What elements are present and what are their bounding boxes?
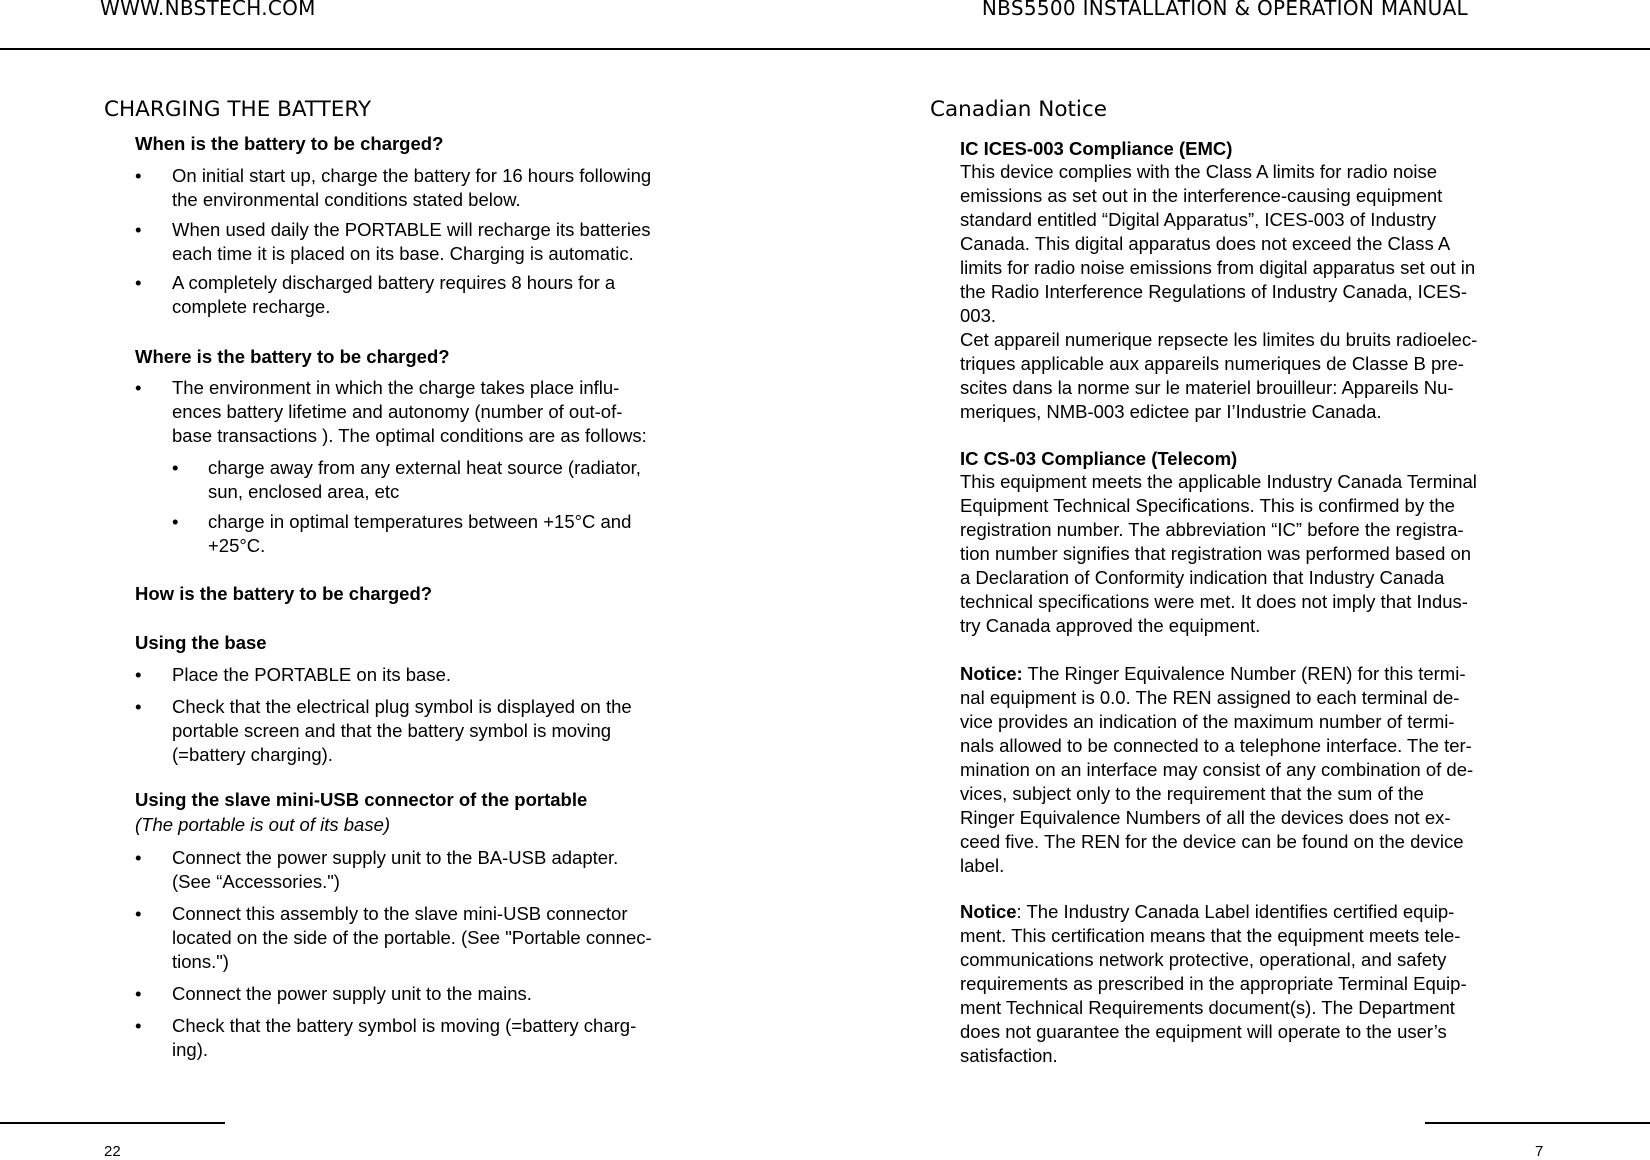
list-item: • Check that the battery symbol is moving (=battery charg- ing). bbox=[135, 1015, 637, 1060]
header-rule bbox=[0, 48, 1650, 50]
sub-list-item: • charge away from any external heat source (radiator, sun, enclosed area, etc bbox=[172, 457, 641, 502]
bullet-icon: • bbox=[135, 1015, 142, 1036]
usb-note: (The portable is out of its base) bbox=[135, 814, 391, 835]
notice-label: Notice bbox=[960, 901, 1017, 922]
bullet-icon: • bbox=[172, 457, 179, 478]
sub-list-item: • charge in optimal temperatures between +15°C and +25°C. bbox=[172, 511, 632, 556]
paragraph-notice-label: Notice: The Industry Canada Label identifies certified equip- ment. This certification means that the equipment meets tele- communications network protective, operational, and safety requirements as prescribed in the appropriate Terminal Equip- ment Technical Requirements document(s). The Department does not guarantee the equipment will operate to the user’s satisfaction. bbox=[960, 901, 1467, 1066]
bullet-icon: • bbox=[135, 983, 142, 1004]
footer-rule-right bbox=[1425, 1122, 1650, 1124]
section-title-charging: CHARGING THE BATTERY bbox=[104, 97, 372, 122]
bullet-icon: • bbox=[135, 903, 142, 924]
heading-using-base: Using the base bbox=[135, 632, 267, 653]
paragraph-ices: This device complies with the Class A limits for radio noise emissions as set out in the interference-causing equipment standard entitled “Digital Apparatus”, ICES-003 of Industry Canada. This digital apparatus does not exceed the Class A limits for radio noise emissions from digital apparatus set out in the Radio Interference Regulations of Industry Canada, ICES- 003. Cet appareil numerique repsecte les limites du bruits radioelec- triques applicable aux appareils numeriques de Classe B pre- scites dans la norme sur le materiel brouilleur: Appareils Nu- meriques, NMB-003 edictee par I’Industrie Canada. bbox=[960, 161, 1478, 422]
bullet-icon: • bbox=[135, 664, 142, 685]
paragraph-notice-ren: Notice: The Ringer Equivalence Number (REN) for this termi- nal equipment is 0.0. The REN assigned to each terminal de- vice provides an indication of the maximum number of termi- nals allowed to be connected to a telephone interface. The ter- mination on an interface may consist of any combination of de- vices, subject only to the requirement that the sum of the Ringer Equivalence Numbers of all the devices does not ex- ceed five. The REN for the device can be found on the device label. bbox=[960, 663, 1474, 876]
bullet-icon: • bbox=[135, 219, 142, 240]
notice-label: Notice: bbox=[960, 663, 1023, 684]
list-item: • Connect this assembly to the slave mini-USB connector located on the side of the portable. (See "Portable connec- tions.") bbox=[135, 903, 652, 972]
heading-how: How is the battery to be charged? bbox=[135, 583, 433, 604]
bullet-icon: • bbox=[172, 511, 179, 532]
bullet-icon: • bbox=[135, 696, 142, 717]
list-item: • When used daily the PORTABLE will recharge its batteries each time it is placed on its base. Charging is automatic. bbox=[135, 219, 651, 264]
list-item: • Connect the power supply unit to the BA-USB adapter. (See “Accessories.") bbox=[135, 847, 619, 892]
section-title-canadian: Canadian Notice bbox=[930, 97, 1107, 122]
bullet-icon: • bbox=[135, 847, 142, 868]
bullet-icon: • bbox=[135, 165, 142, 186]
list-item: • A completely discharged battery requires 8 hours for a complete recharge. bbox=[135, 272, 616, 317]
paragraph-cs03: This equipment meets the applicable Industry Canada Terminal Equipment Technical Specifications. This is confirmed by the registration number. The abbreviation “IC” before the registra- tion number signifies that registration was performed based on a Declaration of Conformity indication that Industry Canada technical specifications were met. It does not imply that Indus- try Canada approved the equipment. bbox=[960, 471, 1477, 636]
list-item: • Connect the power supply unit to the mains. bbox=[135, 983, 532, 1004]
heading-cs03: IC CS-03 Compliance (Telecom) bbox=[960, 448, 1238, 469]
list-item: • The environment in which the charge takes place influ- ences battery lifetime and autonomy (number of out-of- base transactions ). The optimal conditions are as follows: bbox=[135, 377, 647, 446]
bullet-icon: • bbox=[135, 377, 142, 398]
heading-when: When is the battery to be charged? bbox=[135, 133, 444, 154]
list-item: • Place the PORTABLE on its base. bbox=[135, 664, 452, 685]
page-number-left: 22 bbox=[104, 1143, 121, 1160]
list-item: • Check that the electrical plug symbol is displayed on the portable screen and that the battery symbol is moving (=battery charging). bbox=[135, 696, 632, 765]
header-manual-title: NBS5500 INSTALLATION & OPERATION MANUAL bbox=[981, 0, 1468, 20]
page-number-right: 7 bbox=[1535, 1143, 1544, 1160]
heading-using-usb: Using the slave mini-USB connector of the portable bbox=[135, 789, 588, 810]
bullet-icon: • bbox=[135, 272, 142, 293]
footer-rule-left bbox=[0, 1122, 225, 1124]
header-website: WWW.NBSTECH.COM bbox=[100, 0, 316, 20]
heading-where: Where is the battery to be charged? bbox=[135, 346, 450, 367]
list-item: • On initial start up, charge the battery for 16 hours following the environmental conditions stated below. bbox=[135, 165, 652, 210]
heading-ices: IC ICES-003 Compliance (EMC) bbox=[960, 138, 1233, 159]
